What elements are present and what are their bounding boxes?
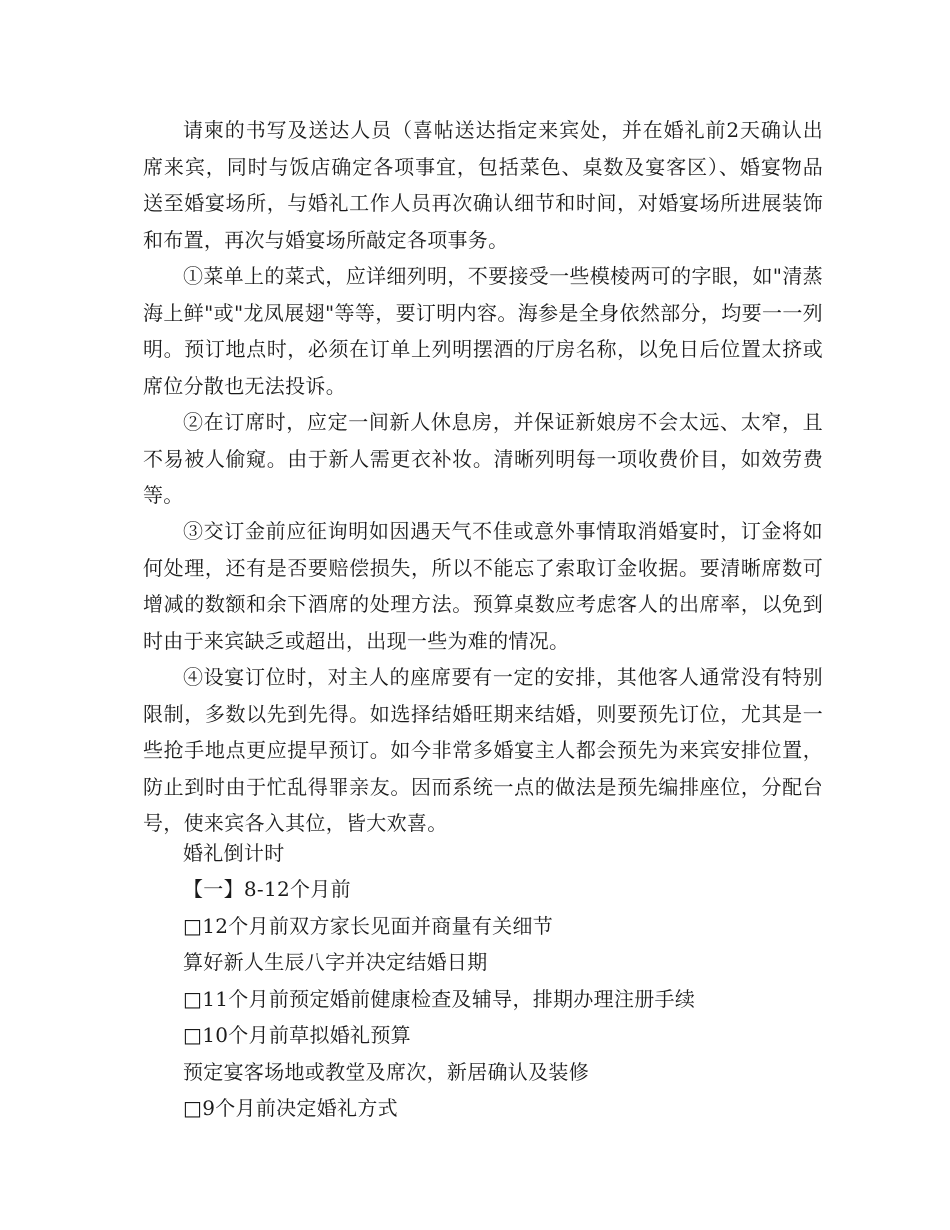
countdown-item: □11个月前预定婚前健康检查及辅导，排期办理注册手续 xyxy=(183,987,696,1011)
countdown-item: □10个月前草拟婚礼预算 xyxy=(183,1023,411,1047)
countdown-item: 【一】8-12个月前 xyxy=(183,877,351,901)
paragraph-invitation: 请柬的书写及送达人员（喜帖送达指定来宾处，并在婚礼前2天确认出席来宾，同时与饭店确定各项事宜，包括菜色、桌数及宴客区）、婚宴物品送至婚宴场所，与婚礼工作人员再次确认细节和时间，对婚宴场所进展装饰和布置，再次与婚宴场所敲定各项事务。 xyxy=(143,118,823,252)
countdown-item: 算好新人生辰八字并决定结婚日期 xyxy=(183,950,488,974)
countdown-heading: 婚礼倒计时 xyxy=(183,841,285,865)
paragraph-seating: ④设宴订位时，对主人的座席要有一定的安排，其他客人通常没有特别限制，多数以先到先得。如选择结婚旺期来结婚，则要预先订位，尤其是一些抢手地点更应提早预订。如今非常多婚宴主人都会预先为来宾安排位置，防止到时由于忙乱得罪亲友。因而系统一点的做法是预先编排座位，分配台号，使来宾各入其位，皆大欢喜。 xyxy=(143,665,823,835)
paragraph-room: ②在订席时，应定一间新人休息房，并保证新娘房不会太远、太窄，且不易被人偷窥。由于新人需更衣补妆。清晰列明每一项收费价目，如效劳费等。 xyxy=(143,410,823,507)
paragraph-menu: ①菜单上的菜式，应详细列明，不要接受一些模棱两可的字眼，如"清蒸海上鲜"或"龙凤展翅"等等，要订明内容。海参是全身依然部分，均要一一列明。预订地点时，必须在订单上列明摆酒的厅房名称，以免日后位置太挤或席位分散也无法投诉。 xyxy=(143,264,823,398)
countdown-item: □12个月前双方家长见面并商量有关细节 xyxy=(183,914,554,938)
paragraph-deposit: ③交订金前应征询明如因遇天气不佳或意外事情取消婚宴时，订金将如何处理，还有是否要赔偿损失，所以不能忘了索取订金收据。要清晰席数可增减的数额和余下酒席的处理方法。预算桌数应考虑客人的出席率，以免到时由于来宾缺乏或超出，出现一些为难的情况。 xyxy=(143,519,823,653)
countdown-item: 预定宴客场地或教堂及席次，新居确认及装修 xyxy=(183,1060,589,1084)
countdown-item: □9个月前决定婚礼方式 xyxy=(183,1096,398,1120)
